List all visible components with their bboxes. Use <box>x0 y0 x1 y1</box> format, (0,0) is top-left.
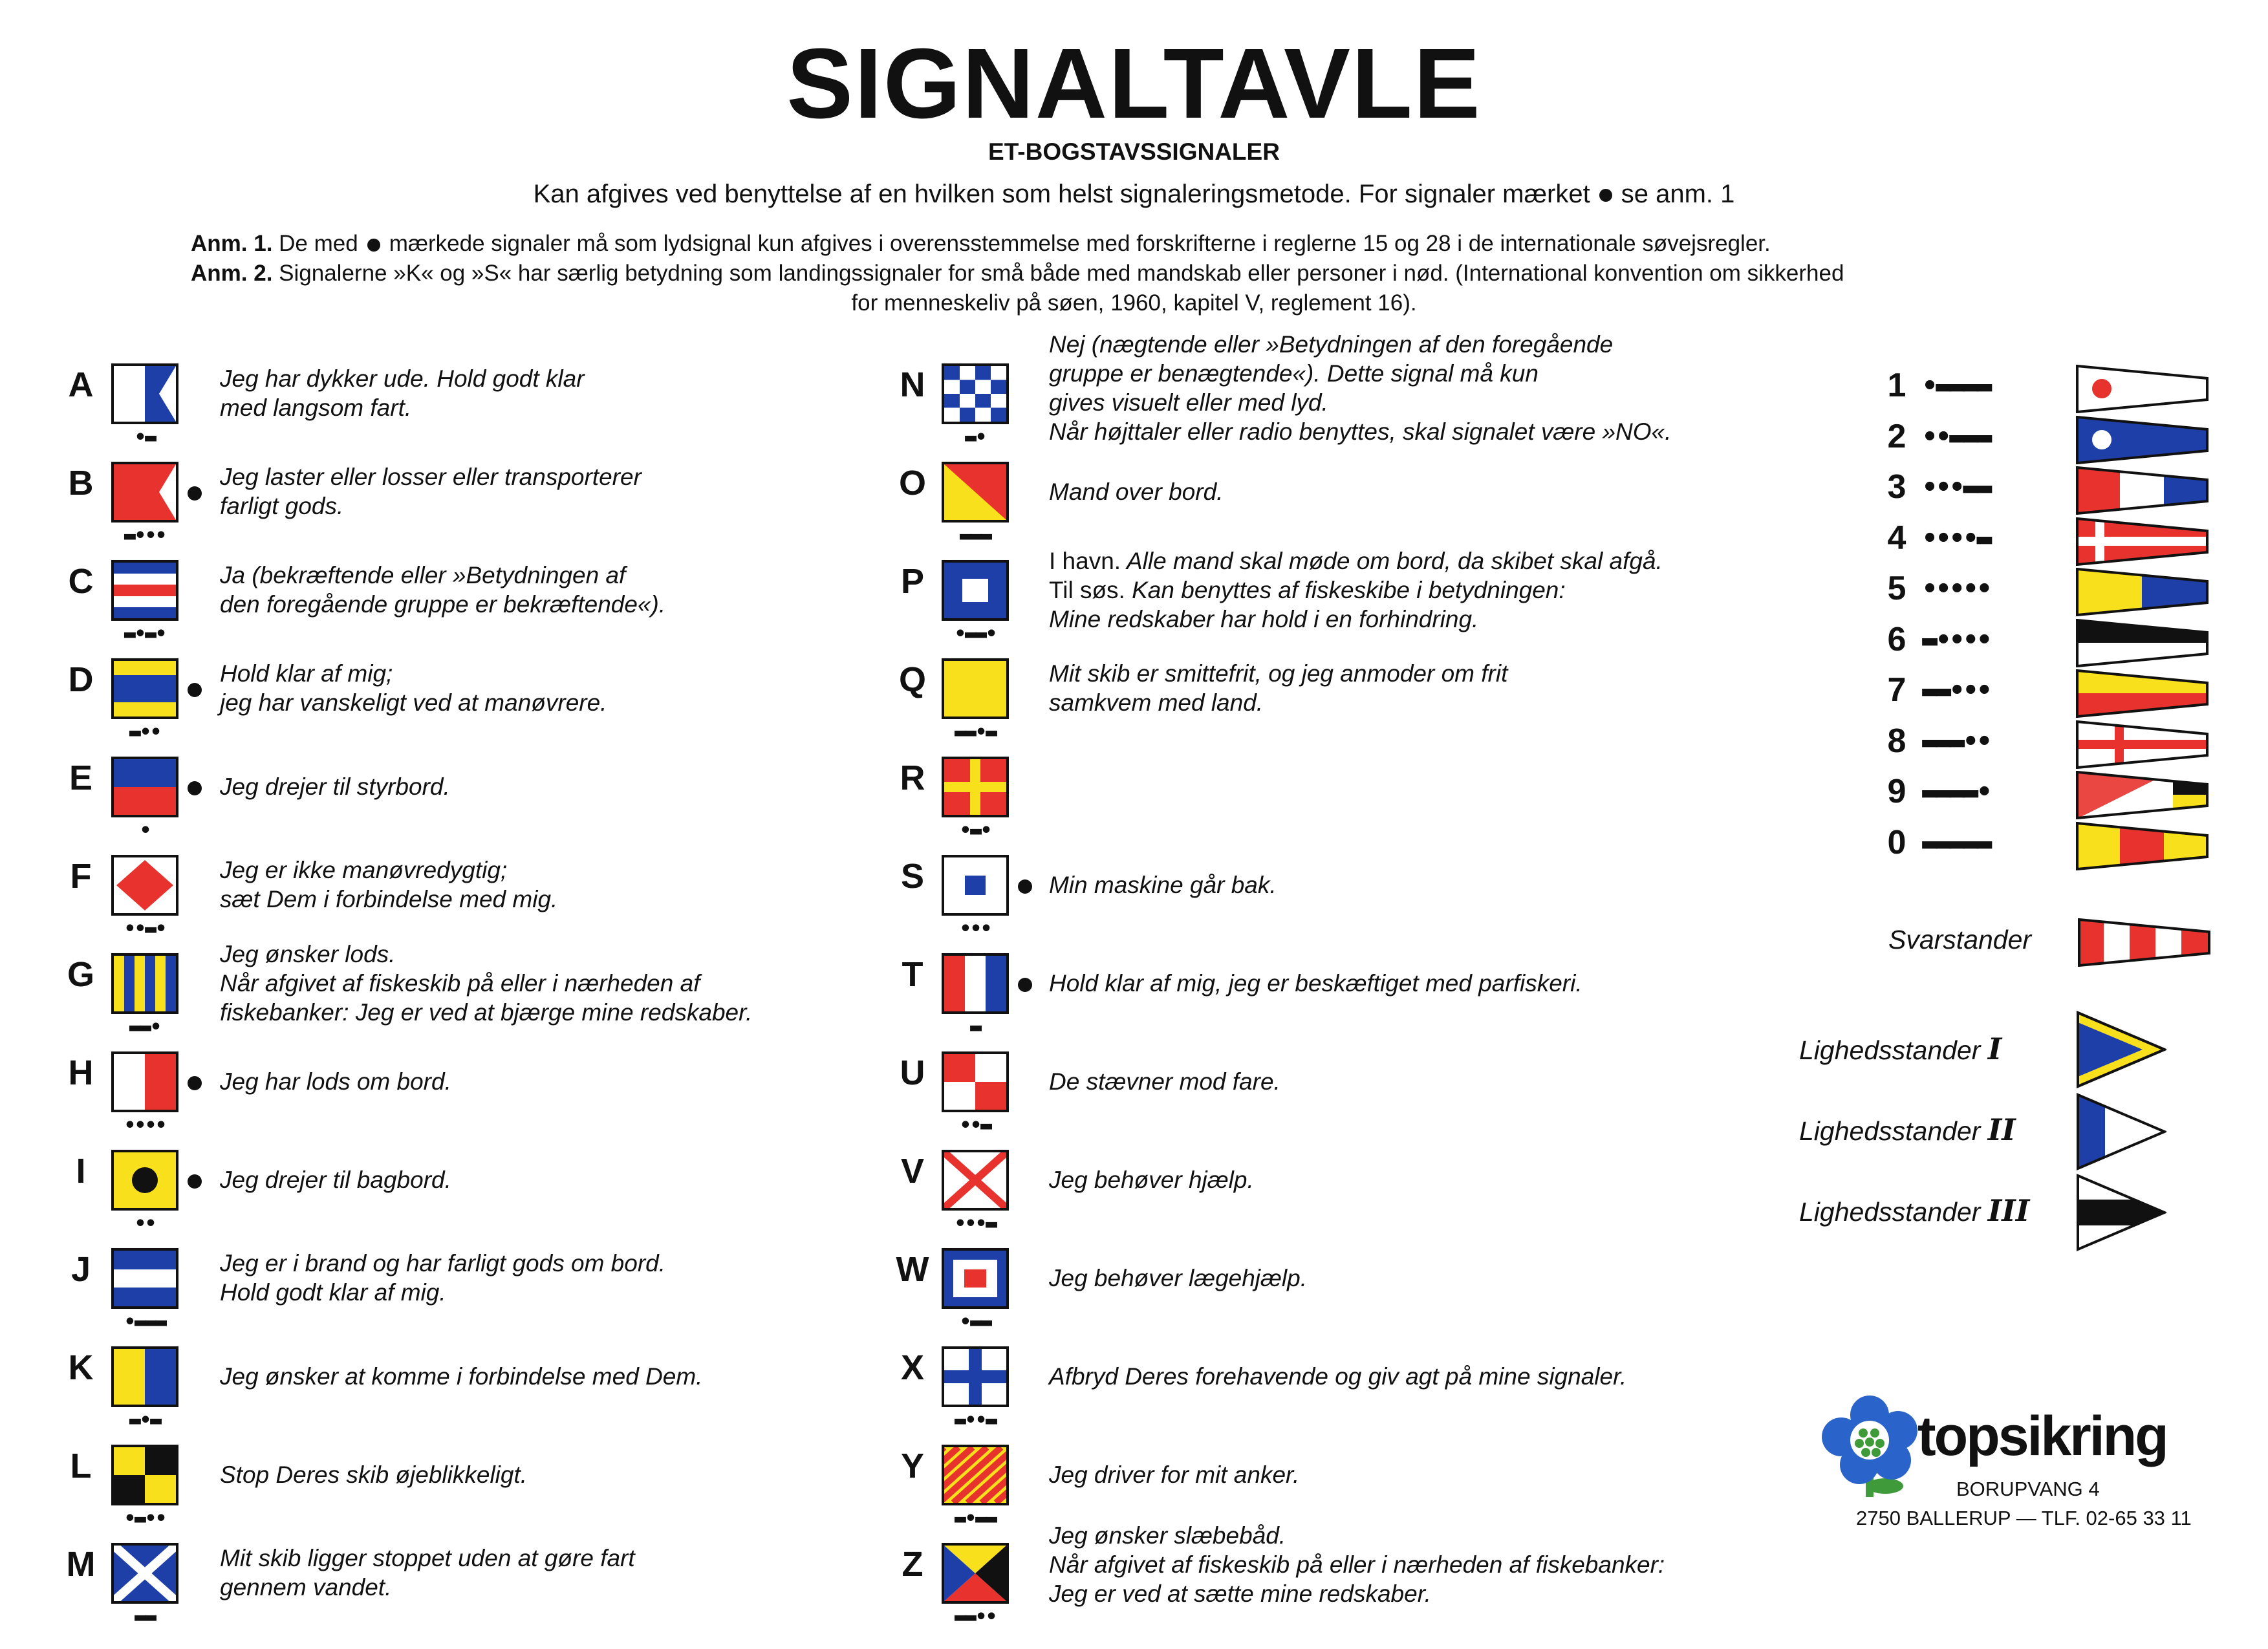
signal-meaning-c-line <box>220 590 665 619</box>
signal-meaning-k-text: Jeg ønsker at komme i forbindelse med Dem. <box>220 1363 703 1390</box>
flag-i-icon <box>111 1150 178 1211</box>
signal-letter-t: T <box>902 955 923 994</box>
signal-meaning-f-line <box>220 856 507 885</box>
signal-letter-p: P <box>900 562 925 601</box>
signal-meaning-f-line <box>220 885 557 914</box>
signal-meaning-y-text: Jeg driver for mit anker. <box>1049 1461 1300 1488</box>
signal-meaning-h-line <box>220 1067 451 1096</box>
substitute-3-label <box>1799 1193 2029 1228</box>
signal-letter-j: J <box>70 1250 91 1289</box>
signal-meaning-h-text: Jeg har lods om bord. <box>220 1068 451 1095</box>
numeral-morse-2: ••▬▬▬ <box>1922 422 1991 452</box>
signal-meaning-z-line <box>1049 1550 1665 1579</box>
signal-letter-o: O <box>898 464 926 502</box>
substitute-3-numeral: III <box>1987 1193 2030 1228</box>
signal-meaning-m-text: gennem vandet. <box>220 1574 392 1600</box>
signal-meaning-e-line <box>220 772 450 801</box>
numeral-9: 9 <box>1887 773 1906 810</box>
substitute-2-numeral: II <box>1987 1112 2016 1147</box>
flag-q-icon <box>942 658 1009 719</box>
flag-x-icon <box>942 1346 1009 1407</box>
numeral-morse-7: ▬▬••• <box>1922 676 1991 706</box>
signal-meaning-x-line <box>1049 1362 1626 1391</box>
flag-w-icon <box>942 1248 1009 1309</box>
substitute-2-label-text: Lighedsstander <box>1799 1116 1981 1146</box>
signal-meaning-q-text: Mit skib er smittefrit, og jeg anmoder om frit <box>1049 660 1508 687</box>
morse-d: ▬•• <box>129 721 161 744</box>
numeral-pennant-9-icon <box>2076 771 2209 819</box>
signal-letter-a: A <box>68 365 94 404</box>
flag-o-icon <box>942 462 1009 523</box>
sound-signal-dot-icon <box>1018 879 1032 894</box>
flag-m-icon <box>111 1543 178 1604</box>
flag-l-icon <box>111 1445 178 1505</box>
morse-q: ▬▬•▬ <box>954 721 997 744</box>
signal-meaning-d-text: Hold klar af mig; <box>220 660 393 687</box>
signal-letter-c: C <box>68 562 94 601</box>
numeral-morse-3: •••▬▬ <box>1922 473 1991 502</box>
flag-k-icon <box>111 1346 178 1407</box>
numeral-7: 7 <box>1887 671 1906 709</box>
numeral-pennant-7-icon <box>2076 669 2209 718</box>
flag-n-icon <box>942 363 1009 424</box>
substitute-1-numeral: I <box>1987 1031 2002 1066</box>
morse-w: •▬▬ <box>959 1311 991 1333</box>
signal-meaning-o-line <box>1049 477 1223 506</box>
signal-meaning-v-text: Jeg behøver hjælp. <box>1049 1166 1254 1193</box>
numeral-morse-8: ▬▬▬•• <box>1922 726 1991 757</box>
morse-f: ••▬• <box>124 918 166 940</box>
numeral-4: 4 <box>1887 519 1906 557</box>
morse-c: ▬•▬• <box>124 623 166 645</box>
signal-meaning-d-line <box>220 659 393 688</box>
signal-meaning-g-text: fiskebanker: Jeg er ved at bjærge mine redskaber. <box>220 998 753 1026</box>
numeral-pennant-3-icon <box>2076 466 2209 515</box>
morse-j: •▬▬▬ <box>124 1311 166 1333</box>
note-1 <box>191 229 1771 259</box>
sound-signal-dot-icon <box>1599 189 1612 202</box>
signal-meaning-c-text: Ja (bekræftende eller »Betydningen af <box>220 562 626 588</box>
morse-l: •▬•• <box>124 1507 166 1530</box>
signal-letter-b: B <box>68 464 94 502</box>
signal-meaning-z-text: Jeg ønsker slæbebåd. <box>1049 1522 1286 1549</box>
note-2-text: Signalerne »K« og »S« har særlig betydning som landingssignaler for små både med mandskab eller personer i nød. (International konvention om sikkerhed <box>279 261 1844 286</box>
morse-b: ▬••• <box>124 524 166 547</box>
numeral-morse-0: ▬▬▬▬▬ <box>1922 828 1991 858</box>
morse-u: ••▬ <box>959 1114 991 1137</box>
morse-s: ••• <box>959 918 991 940</box>
sound-signal-dot-icon <box>367 239 380 252</box>
signal-meaning-g-text: Jeg ønsker lods. <box>220 940 396 967</box>
topsikring-logo-icon <box>1814 1390 1927 1507</box>
note-2-label: Anm. 2. <box>191 261 273 286</box>
signal-letter-q: Q <box>898 660 926 699</box>
note-1-label: Anm. 1. <box>191 231 273 256</box>
flag-j-icon <box>111 1248 178 1309</box>
signal-letter-x: X <box>900 1348 925 1387</box>
morse-m: ▬▬ <box>134 1606 156 1628</box>
intro-label: Kan afgives ved benyttelse af en hvilken som helst signaleringsmetode. For signaler mærket <box>533 180 1590 208</box>
morse-v: •••▬ <box>954 1212 997 1235</box>
answer-pennant-label: Svarstander <box>1888 925 2032 954</box>
signal-meaning-j-text: Hold godt klar af mig. <box>220 1279 446 1306</box>
numeral-pennant-4-icon <box>2076 517 2209 566</box>
numeral-morse-4: ••••▬ <box>1922 523 1991 554</box>
signal-meaning-g-text: Når afgivet af fiskeskib på eller i nærheden af <box>220 969 700 997</box>
logo-wordmark: topsikring <box>1917 1405 2167 1467</box>
intro-text <box>0 180 2268 209</box>
address-street: BORUPVANG 4 <box>1956 1478 2100 1500</box>
signal-meaning-q-text: samkvem med land. <box>1049 689 1264 716</box>
signal-meaning-w-line <box>1049 1264 1307 1293</box>
flag-d-icon <box>111 658 178 719</box>
signal-meaning-n-line <box>1049 388 1328 417</box>
signal-meaning-a-line <box>220 393 411 422</box>
signal-letter-l: L <box>70 1447 92 1485</box>
morse-r: •▬• <box>959 819 991 842</box>
signal-meaning-m-text: Mit skib ligger stoppet uden at gøre fart <box>220 1545 635 1571</box>
flag-r-icon <box>942 757 1009 817</box>
signal-meaning-u-text: De stævner mod fare. <box>1049 1068 1280 1095</box>
signal-meaning-j-text: Jeg er i brand og har farligt gods om bord. <box>220 1250 665 1277</box>
flag-e-icon <box>111 757 178 817</box>
signal-meaning-j-line <box>220 1249 665 1278</box>
page-subtitle: ET-BOGSTAVSSIGNALER <box>988 138 1280 165</box>
signal-meaning-a-text: Jeg har dykker ude. Hold godt klar <box>220 365 585 392</box>
flag-p-icon <box>942 560 1009 621</box>
morse-p: •▬▬• <box>954 623 997 645</box>
flag-t-icon <box>942 953 1009 1014</box>
numeral-pennant-5-icon <box>2076 568 2209 616</box>
signal-meaning-s-text: Min maskine går bak. <box>1049 871 1277 898</box>
signal-meaning-c-line <box>220 561 625 590</box>
signal-meaning-f-text: sæt Dem i forbindelse med mig. <box>220 886 558 912</box>
numeral-pennant-1-icon <box>2076 365 2209 413</box>
signal-letter-i: I <box>76 1152 86 1191</box>
numeral-morse-1: •▬▬▬▬ <box>1922 371 1991 401</box>
note-1-text-b: mærkede signaler må som lydsignal kun afgives i overensstemmelse med forskrifterne i reglerne 15 og 28 i de internationale søvejsregler. <box>389 231 1771 256</box>
flag-z-icon <box>942 1543 1009 1604</box>
signal-meaning-p-prefix: Til søs. <box>1049 576 1125 603</box>
numeral-morse-9: ▬▬▬▬• <box>1922 777 1991 807</box>
signal-letter-s: S <box>900 857 925 896</box>
substitute-1-label <box>1799 1031 2002 1066</box>
substitute-3-icon <box>2076 1174 2166 1255</box>
morse-k: ▬•▬ <box>129 1409 161 1432</box>
signal-meaning-p-text: Alle mand skal møde om bord, da skibet skal afgå. <box>1127 547 1663 574</box>
signal-letter-y: Y <box>900 1447 925 1485</box>
signal-meaning-m-line <box>220 1544 635 1573</box>
signal-meaning-d-text: jeg har vanskeligt ved at manøvrere. <box>220 689 607 716</box>
signal-meaning-c-text: den foregående gruppe er bekræftende«). <box>220 591 666 618</box>
signal-letter-v: V <box>900 1152 925 1191</box>
signal-meaning-z-line <box>1049 1579 1431 1608</box>
signal-meaning-o-text: Mand over bord. <box>1049 478 1224 505</box>
signal-meaning-l-line <box>220 1460 527 1489</box>
numeral-morse-5: ••••• <box>1922 574 1991 604</box>
signal-meaning-d-line <box>220 688 607 717</box>
substitute-2-label <box>1799 1112 2016 1147</box>
flag-b-icon <box>111 462 178 523</box>
signal-letter-n: N <box>900 365 925 404</box>
signal-meaning-y-line <box>1049 1460 1299 1489</box>
signal-meaning-p-text: Kan benyttes af fiskeskibe i betydningen: <box>1132 576 1566 603</box>
signal-meaning-q-line <box>1049 659 1507 688</box>
morse-t: ▬ <box>969 1016 981 1039</box>
signal-meaning-l-text: Stop Deres skib øjeblikkeligt. <box>220 1461 528 1488</box>
signal-meaning-t-line <box>1049 969 1582 998</box>
sound-signal-dot-icon <box>1018 978 1032 992</box>
signal-meaning-m-line <box>220 1573 391 1602</box>
signal-meaning-z-text: Når afgivet af fiskeskib på eller i nærheden af fiskebanker: <box>1049 1551 1665 1578</box>
note-1-text-a: De med <box>279 231 358 256</box>
flag-s-icon <box>942 855 1009 916</box>
page-title: SIGNALTAVLE <box>786 28 1482 139</box>
flag-c-icon <box>111 560 178 621</box>
numeral-8: 8 <box>1887 722 1906 760</box>
address-city-phone: 2750 BALLERUP — TLF. 02-65 33 11 <box>1856 1507 2192 1529</box>
signal-meaning-f-text: Jeg er ikke manøvredygtig; <box>220 857 508 883</box>
numeral-pennant-8-icon <box>2076 720 2209 769</box>
signal-meaning-t-text: Hold klar af mig, jeg er beskæftiget med parfiskeri. <box>1049 969 1582 997</box>
substitute-2-icon <box>2076 1093 2166 1174</box>
signal-meaning-a-line <box>220 364 585 393</box>
morse-e: • <box>139 819 151 842</box>
sound-signal-dot-icon <box>188 486 202 501</box>
signal-meaning-p-line <box>1049 576 1566 605</box>
signal-letter-m: M <box>66 1545 96 1584</box>
signal-meaning-z-line <box>1049 1521 1286 1550</box>
substitute-1-label-text: Lighedsstander <box>1799 1035 1981 1065</box>
signal-meaning-j-line <box>220 1278 446 1307</box>
signal-meaning-n-line <box>1049 330 1613 359</box>
signal-meaning-g-line <box>220 998 752 1027</box>
signal-meaning-k-line <box>220 1362 702 1391</box>
signal-meaning-n-text: Nej (nægtende eller »Betydningen af den foregående <box>1049 331 1614 358</box>
substitute-1-icon <box>2076 1011 2166 1092</box>
sound-signal-dot-icon <box>188 781 202 795</box>
signal-meaning-b-text: Jeg laster eller losser eller transporterer <box>220 464 642 490</box>
signal-meaning-p-prefix: I havn. <box>1049 547 1121 574</box>
numeral-morse-6: ▬•••• <box>1922 625 1991 655</box>
signal-meaning-b-line <box>220 462 642 491</box>
signal-meaning-u-line <box>1049 1067 1280 1096</box>
signal-letter-e: E <box>69 759 93 797</box>
signal-meaning-i-text: Jeg drejer til bagbord. <box>220 1166 451 1193</box>
morse-y: ▬•▬▬ <box>954 1507 997 1530</box>
note-2 <box>191 259 1844 288</box>
signal-letter-f: F <box>70 857 92 896</box>
flag-a-icon <box>111 363 178 424</box>
signal-meaning-n-line <box>1049 417 1671 446</box>
signal-meaning-e-text: Jeg drejer til styrbord. <box>220 773 450 800</box>
signal-letter-h: H <box>68 1053 94 1092</box>
morse-z: ▬▬•• <box>954 1606 997 1628</box>
signal-letter-k: K <box>68 1348 94 1387</box>
signal-letter-g: G <box>67 955 94 994</box>
signal-meaning-g-line <box>220 940 395 969</box>
intro-end: se anm. 1 <box>1621 180 1735 208</box>
signal-letter-z: Z <box>902 1545 923 1584</box>
sound-signal-dot-icon <box>188 683 202 697</box>
signal-letter-u: U <box>900 1053 925 1092</box>
signal-meaning-b-text: farligt gods. <box>220 493 344 519</box>
flag-v-icon <box>942 1150 1009 1211</box>
morse-x: ▬••▬ <box>954 1409 997 1432</box>
signal-meaning-b-line <box>220 491 343 521</box>
signal-meaning-n-text: Når højttaler eller radio benyttes, skal signalet være »NO«. <box>1049 418 1672 445</box>
signal-meaning-g-line <box>220 969 700 998</box>
numeral-pennant-0-icon <box>2076 822 2209 870</box>
flag-y-icon <box>942 1445 1009 1505</box>
signal-meaning-n-line <box>1049 359 1539 388</box>
morse-o: ▬▬▬ <box>959 524 991 547</box>
numeral-pennant-6-icon <box>2076 619 2209 667</box>
numeral-2: 2 <box>1887 417 1906 455</box>
sound-signal-dot-icon <box>188 1174 202 1189</box>
numeral-0: 0 <box>1887 823 1906 861</box>
signal-meaning-p-text: Mine redskaber har hold i en forhindring. <box>1049 605 1479 632</box>
numeral-pennant-2-icon <box>2076 416 2209 464</box>
morse-i: •• <box>134 1212 156 1235</box>
signal-letter-r: R <box>900 759 925 797</box>
signal-meaning-x-text: Afbryd Deres forehavende og giv agt på mine signaler. <box>1049 1363 1627 1390</box>
signal-meaning-n-text: gruppe er benægtende«). Dette signal må kun <box>1049 360 1539 387</box>
morse-g: ▬▬• <box>129 1016 161 1039</box>
signal-letter-d: D <box>68 660 94 699</box>
answer-pennant-icon <box>2078 918 2210 970</box>
sound-signal-dot-icon <box>188 1076 202 1090</box>
signal-meaning-p-line <box>1049 605 1478 634</box>
signal-meaning-q-line <box>1049 688 1263 717</box>
signal-meaning-i-line <box>220 1165 451 1194</box>
signal-meaning-v-line <box>1049 1165 1254 1194</box>
substitute-3-label-text: Lighedsstander <box>1799 1197 1981 1227</box>
flag-f-icon <box>111 855 178 916</box>
numeral-5: 5 <box>1887 570 1906 607</box>
flag-h-icon <box>111 1051 178 1112</box>
morse-h: •••• <box>124 1114 166 1137</box>
flag-g-icon <box>111 953 178 1014</box>
signal-meaning-w-text: Jeg behøver lægehjælp. <box>1049 1264 1307 1291</box>
morse-a: •▬ <box>134 426 156 449</box>
numeral-1: 1 <box>1887 367 1906 404</box>
signal-meaning-s-line <box>1049 870 1277 900</box>
morse-n: ▬• <box>964 426 986 449</box>
note-2-cont: for menneskeliv på søen, 1960, kapitel V, reglement 16). <box>851 290 1417 316</box>
flag-u-icon <box>942 1051 1009 1112</box>
signal-letter-w: W <box>896 1250 929 1289</box>
numeral-3: 3 <box>1887 468 1906 506</box>
numeral-6: 6 <box>1887 620 1906 658</box>
signal-meaning-p-line <box>1049 546 1663 576</box>
signal-meaning-z-text: Jeg er ved at sætte mine redskaber. <box>1049 1580 1431 1607</box>
signal-meaning-n-text: gives visuelt eller med lyd. <box>1049 389 1328 416</box>
signal-meaning-a-text: med langsom fart. <box>220 394 412 421</box>
